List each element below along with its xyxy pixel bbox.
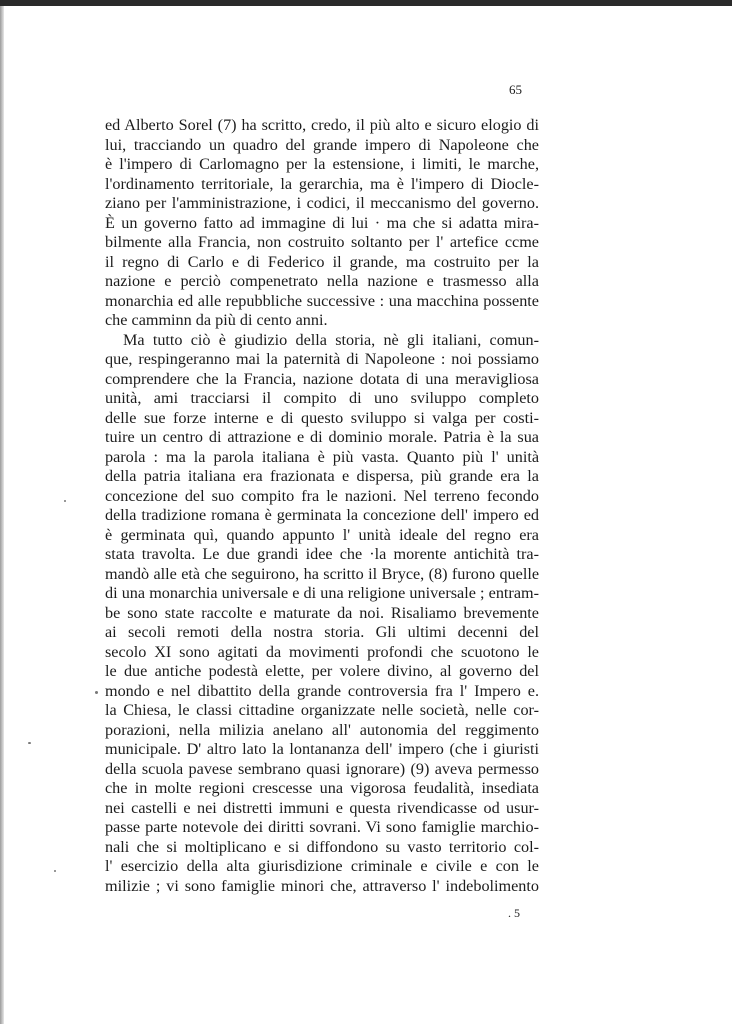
text-line: tuire un centro di attrazione e di dominio morale. Patria è la sua (105, 428, 539, 446)
text-line: secolo XI sono agitati da movimenti profondi che scuotono le (105, 642, 539, 661)
text-line: concezione del suo compito fra le nazioni. Nel terreno fecondo (105, 486, 539, 505)
text-line: nazione e perciò compenetrato nella nazione e trasmesso alla (105, 272, 539, 290)
text-line: porazioni, nella milizia anelano all' autonomia del reggimento (105, 720, 539, 739)
text-line: è germinata quì, quando appunto l' unità ideale del regno era (105, 525, 539, 544)
text-line: È un governo fatto ad immagine di lui · ma che si adatta mira- (105, 213, 539, 232)
text-line: ziano per l'amministrazione, i codici, il meccanismo del governo. (105, 194, 539, 212)
text-line: ai secoli remoti della nostra storia. Gli ultimi decenni del (105, 623, 539, 641)
text-line: passe parte notevole dei diritti sovrani. Vi sono famiglie marchio- (105, 818, 539, 836)
text-line: della scuola pavese sembrano quasi ignorare) (9) aveva permesso (105, 759, 539, 778)
text-line: l'ordinamento territoriale, la gerarchia, ma è l'impero di Diocle- (105, 174, 539, 193)
text-line: comprendere che la Francia, nazione dotata di una meravigliosa (105, 369, 539, 388)
text-line: ed Alberto Sorel (7) ha scritto, credo, il più alto e sicuro elogio di (105, 116, 539, 134)
text-line: delle sue forze interne e di questo sviluppo si valga per costi- (105, 408, 539, 427)
text-line: mondo e nel dibattito della grande controversia fra l' Impero e. (105, 681, 539, 700)
page-number: 65 (509, 82, 522, 97)
text-line: parola : ma la parola italiana è più vasta. Quanto più l' unità (105, 447, 539, 466)
text-line: che in molte regioni crescesse una vigorosa feudalità, insediata (105, 779, 539, 797)
text-line: monarchia ed alle repubbliche successive : una macchina possente (105, 291, 539, 310)
scan-speck (64, 500, 66, 502)
text-line: Ma tutto ciò è giudizio della storia, nè gli italiani, comun- (123, 330, 539, 349)
page-top-edge (0, 0, 732, 6)
text-line: il regno di Carlo e di Federico il grande, ma costruito per la (105, 252, 539, 271)
text-line: unità, ami tracciarsi il compito di uno sviluppo completo (105, 389, 539, 407)
text-line: municipale. D' altro lato la lontananza dell' impero (che i giuristi (105, 740, 539, 758)
text-line: milizie ; vi sono famiglie minori che, attraverso l' indebolimento (105, 876, 539, 895)
signature-mark: . 5 (508, 906, 520, 920)
text-line: stata travolta. Le due grandi idee che ·la morente antichità tra- (105, 545, 539, 563)
text-line: è l'impero di Carlomagno per la estensione, i limiti, le marche, (105, 155, 539, 173)
text-line: mandò alle età che seguirono, ha scritto il Bryce, (8) furono quelle (105, 564, 539, 583)
text-line: que, respingeranno mai la paternità di Napoleone : noi possiamo (105, 350, 539, 368)
body-text (105, 116, 539, 896)
text-line: l' esercizio della alta giurisdizione criminale e civile e con le (105, 857, 539, 875)
text-line: nei castelli e nei distretti immuni e questa rivendicasse od usur- (105, 798, 539, 817)
text-line: be sono state raccolte e maturate da noi. Risaliamo brevemente (105, 603, 539, 622)
text-line: bilmente alla Francia, non costruito soltanto per l' artefice ccme (105, 233, 539, 251)
text-line: della tradizione romana è germinata la concezione dell' impero ed (105, 506, 539, 524)
scan-speck (95, 691, 98, 694)
text-line: che camminn da più di cento anni. (105, 311, 328, 329)
text-line: della patria italiana era frazionata e dispersa, più grande era la (105, 467, 539, 485)
scan-speck (28, 742, 31, 744)
page-left-edge (0, 6, 4, 1024)
text-line: lui, tracciando un quadro del grande impero di Napoleone che (105, 135, 539, 154)
scan-speck (54, 870, 56, 872)
text-line: di una monarchia universale e di una religione universale ; entram- (105, 584, 539, 602)
text-line: le due antiche podestà elette, per volere divino, al governo del (105, 662, 539, 680)
text-line: la Chiesa, le classi cittadine organizzate nelle società, nelle cor- (105, 701, 539, 719)
text-line: nali che si moltiplicano e si diffondono su vasto territorio col- (105, 837, 539, 856)
